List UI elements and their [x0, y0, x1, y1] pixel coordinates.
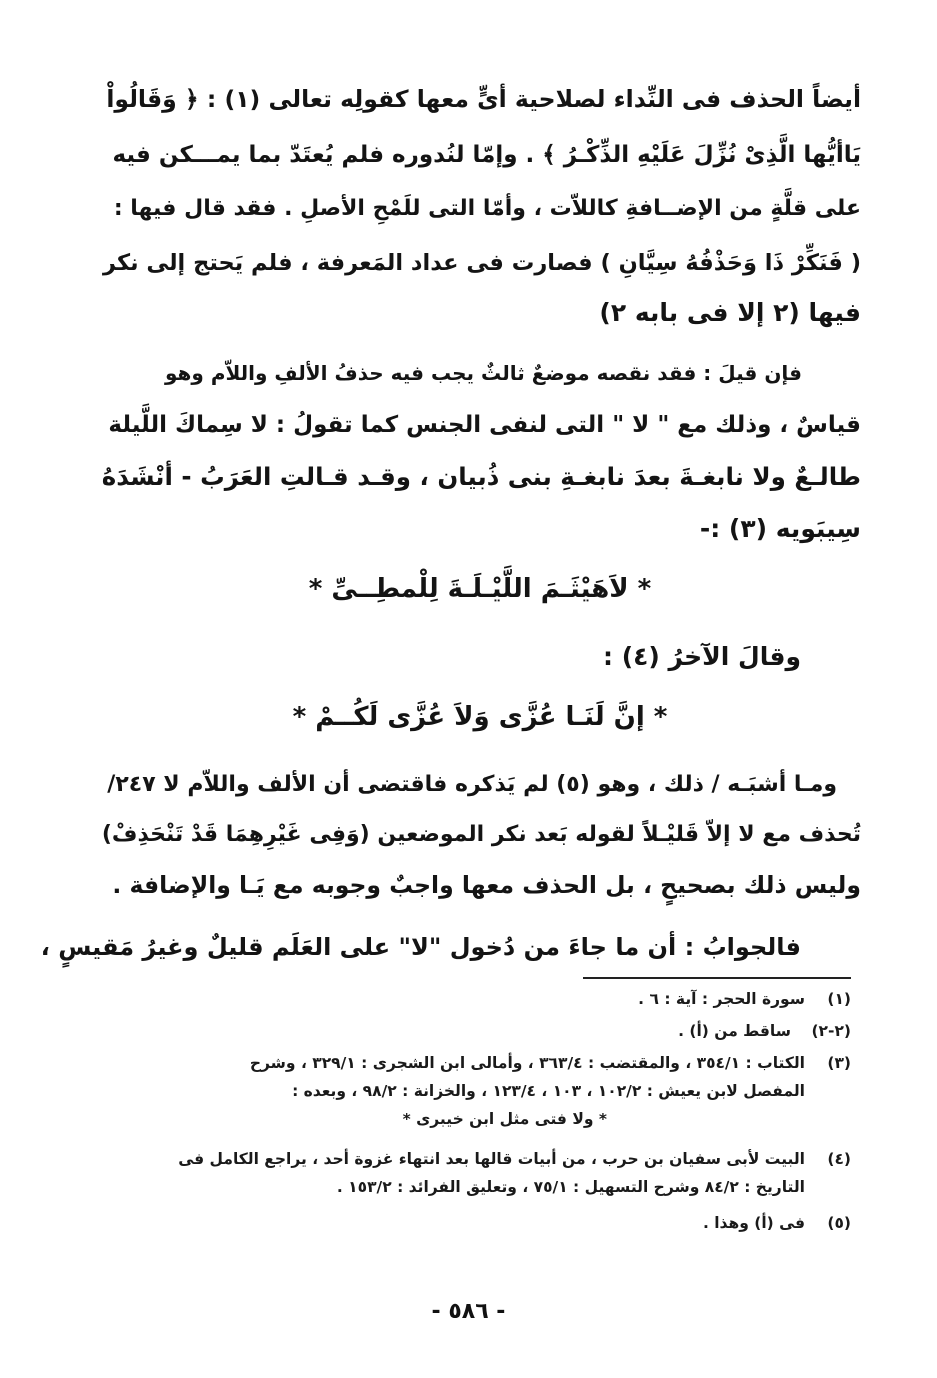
para-line-last: وليس ذلك بصحيحٍ ، بل الحذف معها واجبٌ وجوبه مع يَـا والإضافة .	[112, 871, 861, 899]
para-line: فإن قيلَ : فقد نقصه موضعٌ ثالثٌ يجب فيه حذفُ الألفِ واللاّم وهو	[165, 361, 802, 385]
footnote-divider	[583, 977, 851, 979]
para-line-last: سِيبَويه (٣) :-	[699, 514, 861, 543]
footnote-text: ساقط من (أ) .	[678, 1022, 791, 1040]
body-line: ( فَنَكِّرْ ذَا وَحَذْفُهُ سِيَّانِ ) فصارت فى عداد المَعرفة ، فلم يَحتج إلى نكر	[102, 250, 861, 276]
footnote-text: فى (أ) وهذا .	[702, 1214, 805, 1232]
footnote	[0, 1020, 937, 1042]
body-line: أيضاً الحذف فى النِّداء لصلاحية أىٍّ معها كقولِه تعالى (١) : ﴿ وَقَالُواْ	[106, 85, 861, 113]
verse-line: * إنَّ لَنَـا عُزَّى وَلاَ عُزَّى لَكُــمْ *	[292, 702, 668, 732]
para-line: قياسٌ ، وذلك مع " لا " التى لنفى الجنس كما تقولُ : لا سِماكَ اللَّيلة	[108, 412, 861, 438]
footnote-text: المفصل لابن يعيش : ١٠٢/٢ ، ١٠٣ ، ١٢٣/٤ ، والخزانة : ٩٨/٢ ، وبعده :	[292, 1082, 805, 1100]
body-line-last: فيها (٢ إلا فى بابه ٢)	[599, 298, 861, 327]
footnote	[0, 1148, 937, 1204]
para-line: طالـعٌ ولا نابغـةَ بعدَ نابغـةِ بنى ذُبيان ، وقـد قـالتِ العَرَبُ - أنْشَدَهُ	[101, 462, 861, 491]
footnote-verse: * ولا فتى مثل ابن خيبرى *	[402, 1110, 607, 1128]
answer-line: فالجوابُ : أن ما جاءَ من دُخول "لا" على العَلَم قليلٌ وغيرُ مَقيسٍ ،	[40, 933, 801, 961]
quote-intro: وقالَ الآخرُ (٤) :	[603, 642, 801, 671]
footnote-number: (٢-٢)	[811, 1022, 851, 1040]
body-line: على قلَّةٍ من الإضــافةِ كاللاّت ، وأمّا التى للَمْحِ الأصلِ . فقد قال فيها :	[113, 196, 861, 221]
footnote-text: البيت لأبى سفيان بن حرب ، من أبيات قالها بعد انتهاء غزوة أحد ، يراجع الكامل فى	[178, 1150, 805, 1168]
footnote	[0, 988, 937, 1010]
verse-line: * لاَهَيْثَـمَ اللَّيْـلَـةَ لِلْمطِــىِّ *	[308, 574, 652, 604]
footnote-text: الكتاب : ٣٥٤/١ ، والمقتضب : ٣٦٣/٤ ، وأمالى ابن الشجرى : ٣٢٩/١ ، وشرح	[249, 1054, 805, 1072]
para-line: ومـا أشبَـه / ذلك ، وهو (٥) لم يَذكره فاقتضى أن الألف واللاّم لا ٢٤٧/	[107, 772, 837, 797]
footnote	[0, 1212, 937, 1234]
footnote-text: التاريخ : ٨٤/٢ وشرح التسهيل : ٧٥/١ ، وتعليق الفرائد : ١٥٣/٢ .	[336, 1178, 805, 1196]
footnote-text: سورة الحجر : آية : ٦ .	[638, 990, 805, 1008]
page-number: - ٥٨٦ -	[431, 1299, 506, 1324]
body-line: يَاأيُّها الَّذِىْ نُزِّلَ عَلَيْهِ الذِّكْـرُ ﴾ . وإمّا لنُدوره فلم يُعتَدّ بما يمـــكن فيه	[112, 142, 861, 168]
footnote-number: (٤)	[827, 1150, 851, 1168]
para-line: تُحذف مع لا إلاّ قَليْـلاً لقوله بَعد نكر الموضعين (وَفِى غَيْرِهِمَا قَدْ تَنْحَذِفْ)	[101, 822, 861, 847]
footnote-number: (٥)	[827, 1214, 851, 1232]
footnote	[0, 1052, 937, 1132]
footnote-number: (٣)	[827, 1054, 851, 1072]
footnote-number: (١)	[827, 990, 851, 1008]
